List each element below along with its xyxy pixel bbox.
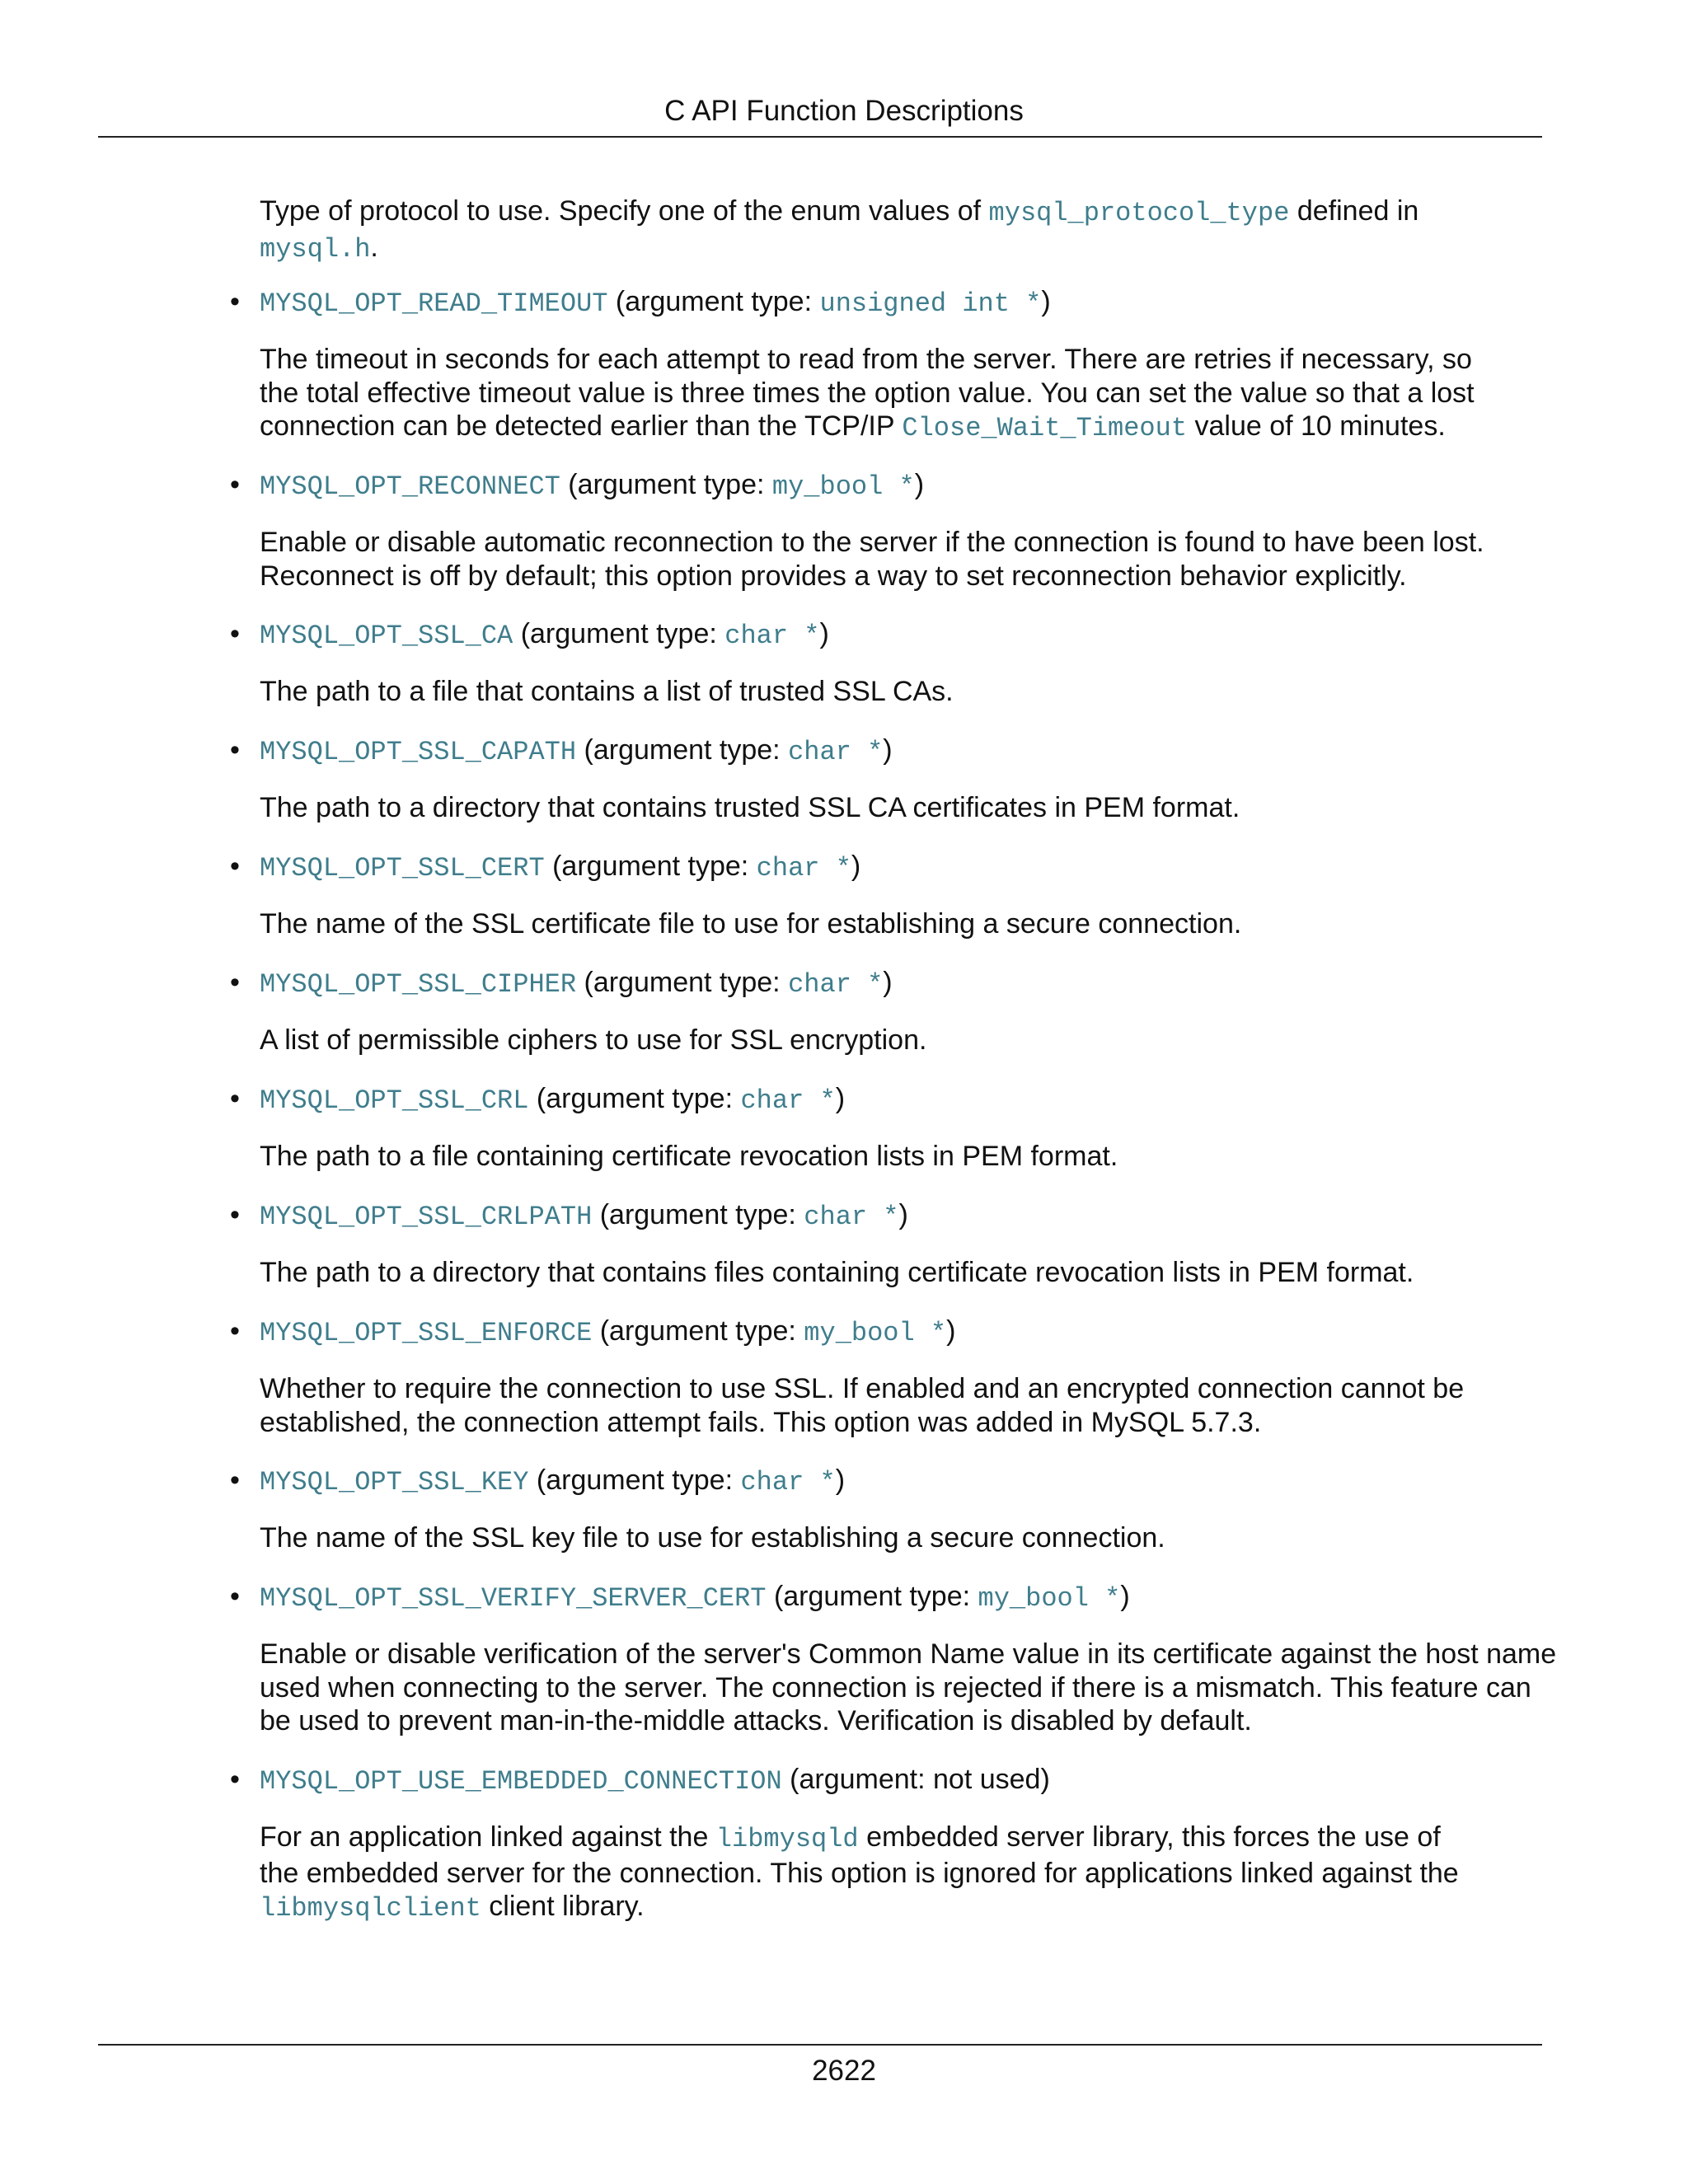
bullet: • — [230, 1465, 240, 1496]
option-heading — [260, 617, 1545, 654]
option-description — [260, 1638, 1557, 1738]
desc-line: the total effective timeout value is three times the option value. You can set the value so that a lost — [260, 377, 1475, 409]
option-description — [260, 791, 1545, 825]
option-label: ) — [835, 1083, 846, 1114]
desc-line: be used to prevent man-in-the-middle attacks. Verification is disabled by default. — [260, 1705, 1252, 1736]
option-name-link[interactable]: MYSQL_OPT_SSL_VERIFY_SERVER_CERT — [260, 1583, 767, 1614]
option-name-link[interactable]: MYSQL_OPT_SSL_CRL — [260, 1085, 529, 1116]
option-description — [260, 343, 1545, 446]
code-close-wait-timeout: Close_Wait_Timeout — [902, 413, 1188, 443]
option-heading — [260, 1763, 1545, 1799]
desc-line: value of 10 minutes. — [1187, 410, 1446, 442]
option-name-link[interactable]: MYSQL_OPT_USE_EMBEDDED_CONNECTION — [260, 1766, 782, 1797]
option-label: ) — [883, 734, 893, 766]
option-label: (argument type: — [513, 618, 725, 649]
option-heading — [260, 966, 1545, 1002]
desc-line: The path to a directory that contains trusted SSL CA certificates in PEM format. — [260, 792, 1240, 823]
option-description — [260, 907, 1545, 941]
desc-line: For an application linked against the — [260, 1821, 716, 1853]
argument-type: char * — [740, 1467, 836, 1497]
desc-line: The name of the SSL key file to use for establishing a secure connection. — [260, 1522, 1165, 1554]
option-name-link[interactable]: MYSQL_OPT_SSL_CERT — [260, 853, 545, 883]
argument-type: my_bool * — [771, 471, 915, 502]
option-name-link[interactable]: MYSQL_OPT_SSL_CA — [260, 621, 513, 651]
desc-line: Whether to require the connection to use SSL. If enabled and an encrypted connection cannot be — [260, 1373, 1465, 1404]
option-heading — [260, 1198, 1545, 1235]
option-heading — [260, 850, 1545, 886]
option-name-link[interactable]: MYSQL_OPT_SSL_ENFORCE — [260, 1318, 593, 1348]
option-label: (argument type: — [544, 851, 757, 882]
footer-rule — [98, 2044, 1542, 2046]
bullet: • — [230, 1581, 240, 1612]
option-label: (argument type: — [766, 1581, 978, 1612]
argument-type: my_bool * — [804, 1318, 947, 1348]
option-label: (argument type: — [576, 734, 789, 766]
option-name-link[interactable]: MYSQL_OPT_SSL_KEY — [260, 1467, 529, 1497]
desc-line: The path to a file containing certificate revocation lists in PEM format. — [260, 1141, 1118, 1172]
argument-type: char * — [788, 969, 884, 1000]
argument-type: char * — [756, 853, 851, 883]
bullet: • — [230, 967, 240, 998]
option-heading — [260, 1082, 1545, 1118]
option-heading — [260, 1464, 1545, 1500]
argument-type: char * — [788, 737, 884, 767]
option-label: ) — [914, 469, 925, 500]
bullet: • — [230, 734, 240, 766]
option-label: (argument type: — [528, 1083, 741, 1114]
bullet: • — [230, 469, 240, 500]
desc-line: used when connecting to the server. The connection is rejected if there is a mismatch. This feature can — [260, 1671, 1531, 1704]
code-mysql-protocol-type: mysql_protocol_type — [988, 198, 1290, 228]
desc-line: established, the connection attempt fails. This option was added in MySQL 5.7.3. — [260, 1406, 1262, 1438]
intro-text: Type of protocol to use. Specify one of the enum values of — [260, 195, 989, 227]
option-description — [260, 526, 1545, 593]
option-heading — [260, 285, 1545, 321]
bullet: • — [230, 286, 240, 317]
desc-line: The name of the SSL certificate file to use for establishing a secure connection. — [260, 908, 1242, 940]
option-label: ) — [1041, 286, 1051, 317]
option-description — [260, 1821, 1545, 1926]
option-label: ) — [851, 851, 861, 882]
desc-line: Enable or disable verification of the server's Common Name value in its certificate against the host name — [260, 1638, 1557, 1670]
desc-line: The path to a directory that contains files containing certificate revocation lists in PEM format. — [260, 1257, 1414, 1288]
option-label: (argument type: — [607, 286, 820, 317]
argument-type: char * — [740, 1085, 836, 1116]
intro-text: . — [370, 231, 378, 263]
option-description — [260, 675, 1545, 709]
argument-type: unsigned int * — [819, 288, 1042, 319]
option-label: ) — [898, 1199, 908, 1230]
bullet: • — [230, 851, 240, 882]
option-label: ) — [835, 1465, 846, 1496]
code-libmysqld: libmysqld — [715, 1824, 859, 1854]
desc-line: The timeout in seconds for each attempt to read from the server. There are retries if necessary, so — [260, 344, 1472, 375]
intro-paragraph — [260, 194, 1545, 266]
option-label: (argument type: — [592, 1199, 804, 1230]
option-label: ) — [883, 967, 893, 998]
argument-type: char * — [724, 621, 820, 651]
page-number: 2622 — [812, 2055, 876, 2087]
option-description — [260, 1521, 1545, 1555]
option-description — [260, 1140, 1545, 1174]
option-description — [260, 1256, 1545, 1290]
option-name-link[interactable]: MYSQL_OPT_READ_TIMEOUT — [260, 288, 608, 319]
desc-line: Reconnect is off by default; this option provides a way to set reconnection behavior explicitly. — [260, 560, 1407, 592]
desc-line: connection can be detected earlier than the TCP/IP — [260, 410, 903, 442]
bullet: • — [230, 1315, 240, 1347]
option-description — [260, 1372, 1545, 1439]
bullet: • — [230, 1764, 240, 1795]
desc-line: client library. — [481, 1891, 645, 1922]
desc-line: Enable or disable automatic reconnection to the server if the connection is found to have been lost. — [260, 527, 1484, 558]
option-label: (argument type: — [592, 1315, 804, 1347]
desc-line: the embedded server for the connection. This option is ignored for applications linked against the — [260, 1857, 1459, 1889]
option-heading — [260, 468, 1545, 504]
option-label: (argument: not used) — [781, 1764, 1050, 1795]
option-label: (argument type: — [560, 469, 772, 500]
argument-type: my_bool * — [978, 1583, 1121, 1614]
header-rule — [98, 136, 1542, 138]
option-label: (argument type: — [528, 1465, 741, 1496]
code-libmysqlclient: libmysqlclient — [260, 1893, 481, 1924]
desc-line: A list of permissible ciphers to use for SSL encryption. — [260, 1024, 927, 1056]
option-description — [260, 1024, 1545, 1057]
bullet: • — [230, 1083, 240, 1114]
bullet: • — [230, 1199, 240, 1230]
option-label: (argument type: — [576, 967, 789, 998]
argument-type: char * — [804, 1202, 899, 1232]
running-header: C API Function Descriptions — [664, 95, 1024, 127]
desc-line: embedded server library, this forces the use of — [858, 1821, 1441, 1853]
option-name-link[interactable]: MYSQL_OPT_SSL_CIPHER — [260, 969, 577, 1000]
option-name-link[interactable]: MYSQL_OPT_SSL_CAPATH — [260, 737, 577, 767]
option-label: ) — [819, 618, 829, 649]
desc-line: The path to a file that contains a list of trusted SSL CAs. — [260, 676, 954, 707]
option-heading — [260, 733, 1545, 770]
option-heading — [260, 1580, 1545, 1616]
option-label: ) — [1120, 1581, 1130, 1612]
option-heading — [260, 1315, 1545, 1351]
option-name-link[interactable]: MYSQL_OPT_RECONNECT — [260, 471, 560, 502]
intro-text: defined in — [1289, 195, 1419, 227]
option-label: ) — [946, 1315, 956, 1347]
bullet: • — [230, 618, 240, 649]
option-name-link[interactable]: MYSQL_OPT_SSL_CRLPATH — [260, 1202, 593, 1232]
code-mysql-h: mysql.h — [260, 233, 371, 265]
